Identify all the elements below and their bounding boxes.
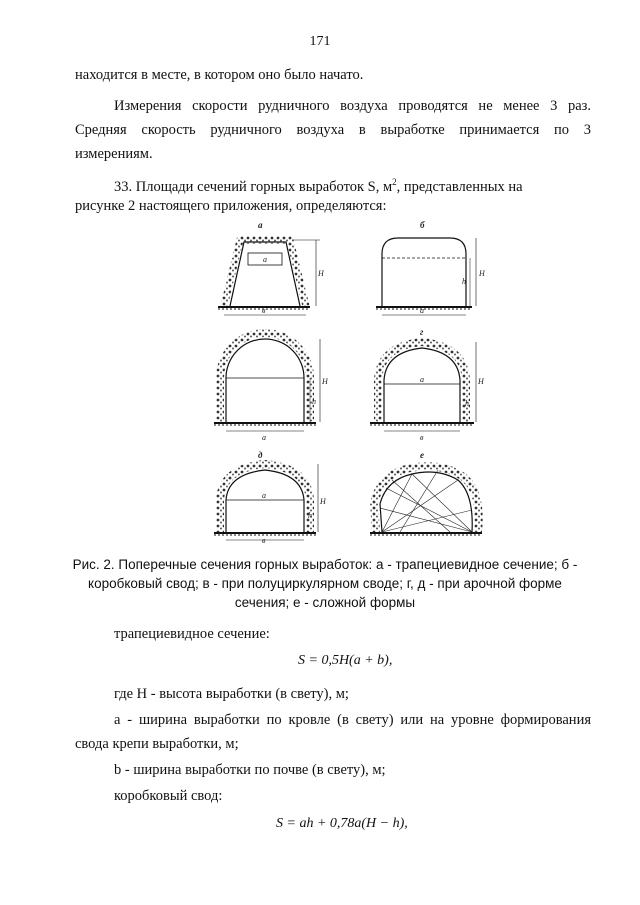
item-text: 33. Площади сечений горных выработок S, м <box>114 178 393 195</box>
dim-a5: а <box>262 491 266 500</box>
section-e-complex <box>370 450 482 535</box>
section-d-arched <box>214 450 327 543</box>
dim-a: а <box>263 255 267 264</box>
def-H: где H - высота выработки (в свету), м; <box>114 686 349 702</box>
paragraph-line: рисунке 2 настоящего приложения, определяются: <box>75 198 387 214</box>
paragraph-line: находится в месте, в котором оно было начато. <box>75 67 364 83</box>
dim-b: в <box>262 306 266 315</box>
cross-sections-figure <box>210 218 500 543</box>
paragraph-line <box>114 173 591 196</box>
section-v-semicircular <box>214 327 329 442</box>
section-g-arched <box>370 327 485 442</box>
dim-h2: h <box>462 277 466 286</box>
figure-label-e: е <box>420 450 424 460</box>
dim-h3: h <box>312 397 316 406</box>
section-heading-box: коробковый свод: <box>114 788 223 804</box>
dim-a4: а <box>420 375 424 384</box>
figure-label-g: г <box>420 327 424 337</box>
dim-h4: h <box>465 399 469 408</box>
superscript: 2 <box>392 177 397 187</box>
formula-box: S = ah + 0,78a(H − h), <box>276 816 408 831</box>
dim-b2: а <box>420 306 424 315</box>
def-a-line2: свода крепи выработки, м; <box>75 736 239 752</box>
paragraph-line: измерениям. <box>75 146 153 162</box>
paragraph-line: Измерения скорости рудничного воздуха проводятся не менее 3 раз. <box>114 98 591 114</box>
dim-H: H <box>318 269 324 278</box>
dim-H4: H <box>478 377 484 386</box>
figure-caption-line2: коробковый свод; в - при полуциркулярном своде; г, д - при арочной форме <box>88 576 562 591</box>
page-number: 171 <box>309 34 331 49</box>
dim-h5: h <box>308 511 312 520</box>
dim-H5: H <box>320 497 326 506</box>
dim-H3: H <box>322 377 328 386</box>
dim-b4: в <box>420 433 424 442</box>
dim-a3: а <box>262 433 266 442</box>
figure-label-d: д <box>258 450 263 460</box>
section-b-box-arch <box>376 220 486 315</box>
figure-label-b: б <box>420 220 425 230</box>
section-a-trapezoid <box>218 220 325 315</box>
section-heading-trap: трапециевидное сечение: <box>114 626 270 642</box>
formula-trap: S = 0,5H(a + b), <box>298 653 393 668</box>
figure-caption-line3: сечения; е - сложной формы <box>234 595 416 610</box>
dim-H2: H <box>479 269 485 278</box>
item-text-cont: , представленных на <box>396 178 523 195</box>
figure-caption-line1: Рис. 2. Поперечные сечения горных выработок: а - трапециевидное сечение; б - <box>72 557 578 572</box>
dim-b5: в <box>262 536 266 543</box>
def-b: b - ширина выработки по почве (в свету), м; <box>114 762 386 778</box>
figure-label-a: а <box>258 220 263 230</box>
paragraph-line: Средняя скорость рудничного воздуха в выработке принимается по 3 <box>75 122 591 138</box>
def-a-line1: a - ширина выработки по кровле (в свету) или на уровне формирования <box>114 712 591 728</box>
figure-label-v: в <box>258 327 263 337</box>
